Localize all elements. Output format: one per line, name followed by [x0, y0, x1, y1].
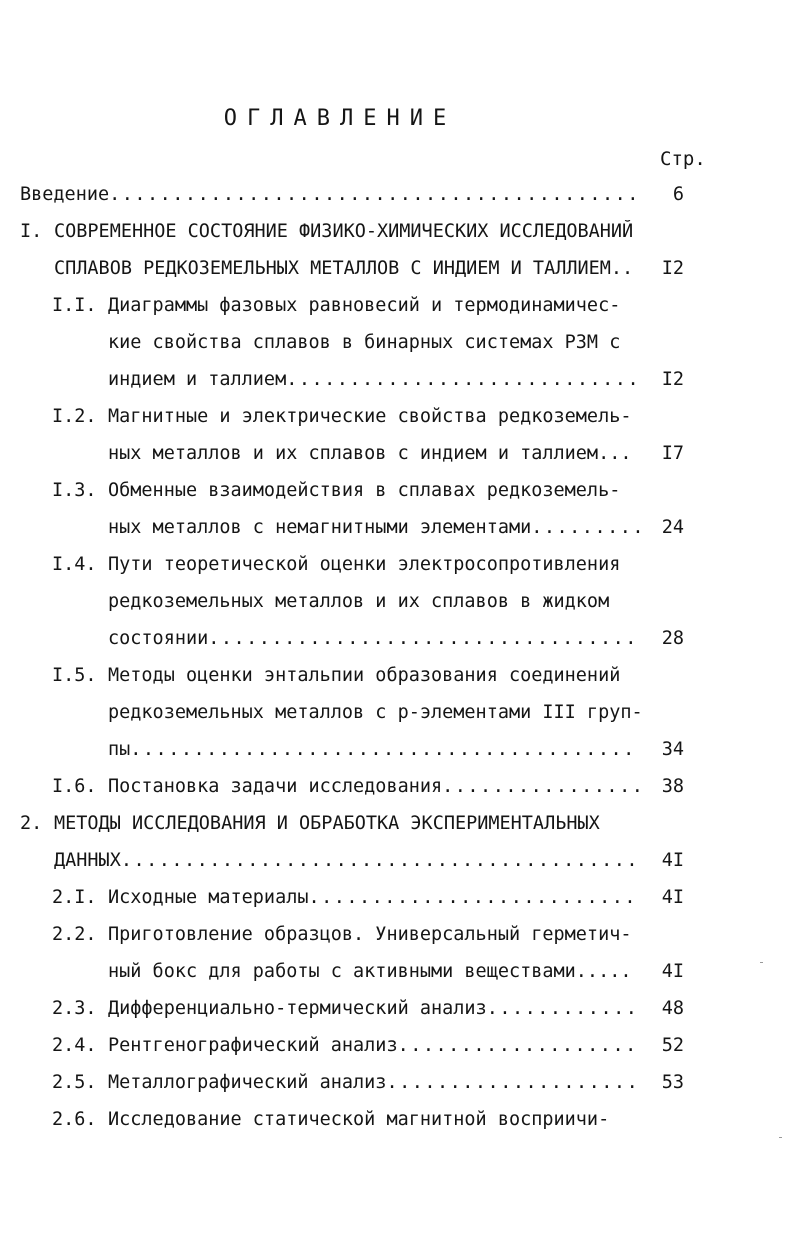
toc-entry-line: Дифференциально-термический анализ .....: [108, 997, 640, 1021]
toc-entry-line: пы .....: [108, 738, 640, 762]
toc-entry-line: ных металлов и их сплавов с индием и таллием...: [108, 443, 632, 464]
toc-entry-line: Рентгенографический анализ .....: [108, 1034, 640, 1058]
toc-page-number: 4I: [661, 961, 684, 982]
toc-entry-line: редкоземельных металлов с р-элементами III груп-: [108, 702, 643, 723]
toc-page-number: 28: [661, 628, 684, 649]
toc-entry-line: Исходные материалы .....: [108, 886, 640, 910]
scan-speck: [760, 962, 763, 963]
toc-entry-line: Пути теоретической оценки электросопротивления: [108, 554, 621, 575]
toc-entry-number: 2.6.: [52, 1109, 97, 1130]
toc-entry-number: 2.: [20, 813, 43, 834]
toc-entry-line: Металлографический анализ .....: [108, 1071, 640, 1095]
toc-entry-number: 2.3.: [52, 998, 97, 1019]
page-title: ОГЛАВЛЕНИЕ: [223, 106, 457, 131]
toc-entry-line: Методы оценки энтальпии образования соединений: [108, 665, 621, 686]
toc-entry-number: I.2.: [52, 406, 97, 427]
toc-page-number: I7: [661, 443, 684, 464]
toc-entry-line: Исследование статической магнитной восприичи-: [108, 1109, 610, 1130]
toc-page-number: 52: [661, 1035, 684, 1056]
toc-entry-number: I.3.: [52, 480, 97, 501]
toc-entry-line: Постановка задачи исследования .....: [108, 775, 640, 799]
toc-entry-line: состоянии .....: [108, 627, 640, 651]
toc-entry-line: МЕТОДЫ ИССЛЕДОВАНИЯ И ОБРАБОТКА ЭКСПЕРИМЕНТАЛЬНЫХ: [54, 813, 600, 834]
dot-leader: [398, 1034, 640, 1058]
toc-entry-number: 2.I.: [52, 887, 97, 908]
dot-leader: [286, 368, 640, 392]
toc-page-number: 38: [661, 776, 684, 797]
dot-leader: [130, 738, 640, 762]
toc-page-number: 48: [661, 998, 684, 1019]
dot-leader: [386, 1071, 640, 1095]
toc-entry-line: Приготовление образцов. Универсальный герметич-: [108, 924, 632, 945]
toc-entry-number: I.: [20, 221, 43, 242]
toc-entry-number: I.4.: [52, 554, 97, 575]
toc-entry-number: 2.4.: [52, 1035, 97, 1056]
toc-entry-line: Обменные взаимодействия в сплавах редкоземель-: [108, 480, 621, 501]
toc-entry-number: 2.2.: [52, 924, 97, 945]
toc-page-number: 4I: [661, 850, 684, 871]
toc-page-number: 4I: [661, 887, 684, 908]
dot-leader: [442, 775, 640, 799]
toc-page-number: I2: [661, 369, 684, 390]
toc-page-number: 53: [661, 1072, 684, 1093]
dot-leader: [121, 849, 640, 873]
dot-leader: [208, 627, 640, 651]
toc-entry-line: СПЛАВОВ РЕДКОЗЕМЕЛЬНЫХ МЕТАЛЛОВ С ИНДИЕМ И ТАЛЛИЕМ..: [54, 258, 634, 279]
toc-entry-number: I.6.: [52, 776, 97, 797]
dot-leader: [308, 886, 640, 910]
toc-entry-line: индием и таллием .....: [108, 368, 640, 392]
scan-speck: [779, 1137, 782, 1138]
toc-entry-line: Введение .....: [20, 183, 640, 207]
toc-page-number: I2: [661, 258, 684, 279]
toc-entry-line: Магнитные и электрические свойства редкоземель-: [108, 406, 632, 427]
toc-entry-line: СОВРЕМЕННОЕ СОСТОЯНИЕ ФИЗИКО-ХИМИЧЕСКИХ ИССЛЕДОВАНИЙ: [54, 221, 634, 242]
toc-page-number: 34: [661, 739, 684, 760]
toc-entry-number: I.5.: [52, 665, 97, 686]
toc-entry-line: Диаграммы фазовых равновесий и термодинамичес-: [108, 295, 621, 316]
toc-entry-line: ный бокс для работы с активными веществами.....: [108, 961, 632, 982]
toc-entry-line: ДАННЫХ .....: [54, 849, 640, 873]
page-column-header: Стр.: [660, 148, 706, 170]
toc-entry-number: I.I.: [52, 295, 97, 316]
toc-entry-line: ных металлов с немагнитными элементами .....: [108, 516, 640, 540]
toc-entry-number: 2.5.: [52, 1072, 97, 1093]
toc-page-number: 6: [672, 184, 684, 205]
toc-entry-line: редкоземельных металлов и их сплавов в жидком: [108, 591, 610, 612]
dot-leader: [109, 183, 640, 207]
toc-page-number: 24: [661, 517, 684, 538]
toc-entry-line: кие свойства сплавов в бинарных системах РЗМ с: [108, 332, 621, 353]
